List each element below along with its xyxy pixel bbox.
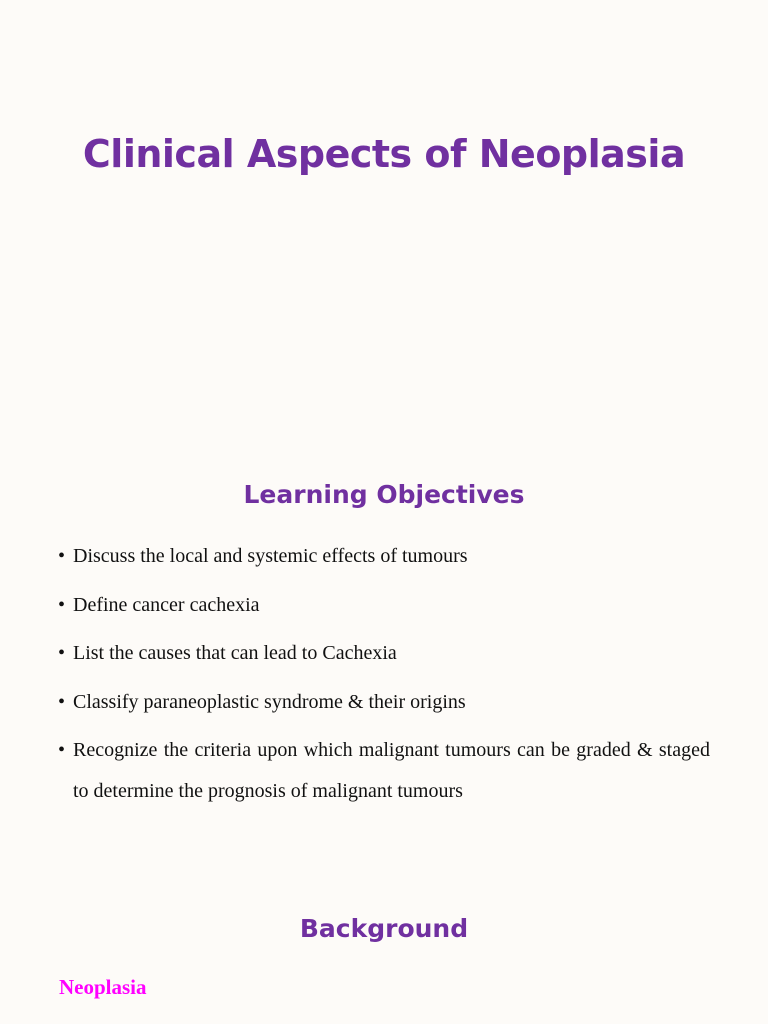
objective-item <box>58 682 710 723</box>
bullet-icon: • <box>58 739 66 761</box>
objective-text: Define cancer cachexia <box>73 593 260 616</box>
bullet-icon: • <box>58 690 66 713</box>
objective-item <box>58 585 710 626</box>
neoplasia-subheading: Neoplasia <box>59 975 147 999</box>
objective-text: Recognize the criteria upon which malignant tumours can be graded & staged to determine the prognosis of malignant tumours <box>73 739 710 802</box>
learning-objectives-heading: Learning Objectives <box>243 480 525 509</box>
objective-item <box>58 536 710 577</box>
objective-text: Classify paraneoplastic syndrome & their origins <box>73 690 466 713</box>
bullet-icon: • <box>58 642 66 664</box>
objective-text: List the causes that can lead to Cachexia <box>73 642 397 664</box>
document-title: Clinical Aspects of Neoplasia <box>82 132 686 176</box>
bullet-icon: • <box>58 593 66 616</box>
learning-objectives-list <box>58 536 710 819</box>
objective-item <box>58 633 710 674</box>
background-heading: Background <box>299 914 469 943</box>
bullet-icon: • <box>58 545 66 567</box>
objective-text: Discuss the local and systemic effects of tumours <box>73 545 468 567</box>
objective-item <box>58 730 710 811</box>
